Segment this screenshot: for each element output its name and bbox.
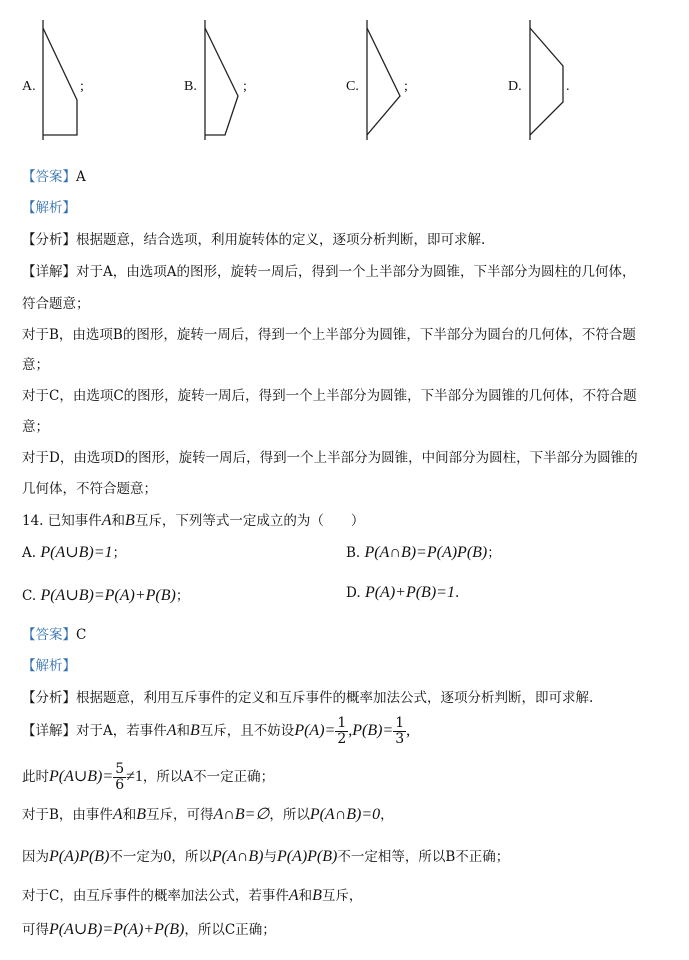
option-punct: ； (112, 545, 127, 561)
q13-detail-2b: 意； (22, 357, 49, 373)
q13-detail-2a: 对于B，由选项B的图形，旋转一周后，得到一个上半部分为圆锥，下半部分为圆台的几何体，不符合题 (22, 327, 636, 343)
detail-text: 与 (263, 849, 277, 865)
fenxi-text: 根据题意，利用互斥事件的定义和互斥事件的概率加法公式，逐项分析判断，即可求解. (76, 690, 594, 706)
figure-b-punct: ; (243, 79, 247, 94)
formula-union: P(A∪B)= (49, 768, 114, 785)
answer-value: C (76, 627, 87, 643)
stem-text-end: 互斥，下列等式一定成立的为（ ） (134, 513, 365, 529)
formula-punct: , (406, 722, 411, 739)
event-b: B (190, 722, 200, 739)
formula-pb: ,P(B)= (348, 722, 394, 739)
answer-tag: 【答案】 (22, 169, 76, 185)
fraction-third (393, 716, 406, 747)
formula-zero: 0 (163, 848, 172, 865)
q13-analysis-tag: 【解析】 (22, 200, 76, 216)
event-a: A (101, 512, 112, 529)
option-label: C. (22, 588, 37, 604)
detail-and: 和 (298, 888, 313, 904)
fraction-num: 1 (337, 715, 347, 731)
fenxi-text: 根据题意，结合选项，利用旋转体的定义，逐项分析判断，即可求解. (76, 232, 486, 248)
option-formula: P(A∩B)=P(A)P(B) (364, 544, 488, 561)
q13-answer (22, 165, 86, 185)
detail-text: 不一定相等，所以B不正确； (337, 849, 510, 865)
q14-detail-6 (22, 918, 276, 939)
detail-text: 对于B，由事件 (22, 807, 113, 823)
q14-detail-1 (22, 716, 410, 747)
detail-text: 对于C，由互斥事件的概率加法公式，若事件 (22, 888, 289, 904)
detail-text: ，所以A不一定正确； (142, 769, 275, 785)
q14-stem (22, 509, 364, 530)
figure-d-punct: . (566, 79, 570, 94)
option-label: D. (346, 585, 361, 601)
xiangjie-tag: 【详解】 (22, 723, 76, 739)
figure-b (202, 18, 247, 143)
detail-and: 和 (122, 807, 137, 823)
fraction-num: 1 (395, 715, 405, 731)
detail-text: 对于A，由选项A的图形，旋转一周后，得到一个上半部分为圆锥，下半部分为圆柱的几何体， (76, 264, 636, 280)
detail-text: 此时 (22, 769, 49, 785)
detail-text: 互斥， (321, 888, 363, 904)
q14-detail-5 (22, 884, 362, 905)
detail-punct: ， (380, 807, 394, 823)
detail-text: 对于A，若事件 (76, 723, 167, 739)
q14-detail-4 (22, 845, 509, 866)
q14-fenxi (22, 686, 593, 706)
option-formula: P(A∪B)=P(A)+P(B) (40, 587, 176, 604)
detail-text: 因为 (22, 849, 49, 865)
answer-value: A (76, 169, 86, 185)
fraction-five-sixths (113, 762, 126, 793)
q14-option-d (346, 584, 459, 602)
xiangjie-tag: 【详解】 (22, 264, 76, 280)
formula-product: P(A)P(B) (49, 848, 110, 865)
q14-detail-2 (22, 762, 274, 793)
q13-detail-3a: 对于C，由选项C的图形，旋转一周后，得到一个上半部分为圆锥，下半部分为圆锥的几何体，不符合题 (22, 388, 637, 404)
fraction-half (335, 716, 348, 747)
q14-detail-3 (22, 803, 394, 824)
formula-neq: ≠1 (126, 768, 143, 785)
option-formula: P(A)+P(B)=1 (364, 584, 455, 601)
formula-pa: P(A)= (294, 722, 336, 739)
figure-a (40, 18, 85, 143)
option-punct: ； (175, 588, 190, 604)
fraction-den: 6 (115, 777, 125, 793)
fraction-den: 3 (395, 731, 405, 747)
figure-b-label: B. (184, 79, 197, 94)
formula-intersection: P(A∩B) (211, 848, 264, 865)
formula-zero: P(A∩B)=0 (309, 806, 381, 823)
figure-c-punct: ; (404, 79, 408, 94)
detail-text: 可得 (22, 922, 49, 938)
fraction-num: 5 (115, 761, 125, 777)
q13-fenxi (22, 228, 485, 248)
formula-intersection-empty: A∩B=∅ (213, 806, 270, 823)
figure-a-punct: ; (80, 79, 84, 94)
stem-and: 和 (111, 513, 126, 529)
event-a: A (288, 887, 299, 904)
option-punct: ； (487, 545, 501, 561)
q13-detail-1a (22, 260, 636, 280)
figure-a-label: A. (22, 79, 36, 94)
event-a: A (112, 806, 123, 823)
detail-text: ，所以C正确； (184, 922, 276, 938)
q13-detail-4a: 对于D，由选项D的图形，旋转一周后，得到一个上半部分为圆锥，中间部分为圆柱，下半部分为圆锥的 (22, 450, 638, 466)
formula-addition-rule: P(A∪B)=P(A)+P(B) (49, 921, 185, 938)
fenxi-tag: 【分析】 (22, 232, 76, 248)
event-b: B (136, 806, 146, 823)
q13-detail-3b: 意； (22, 419, 49, 435)
detail-text: 不一定为 (109, 849, 164, 865)
detail-text: ，所以 (171, 849, 212, 865)
q14-option-c (22, 584, 189, 605)
option-punct: . (454, 585, 460, 601)
q14-option-a (22, 541, 126, 562)
fenxi-tag: 【分析】 (22, 690, 76, 706)
formula-product: P(A)P(B) (276, 848, 338, 865)
figure-c-label: C. (346, 79, 359, 94)
detail-text: 互斥，且不妨设 (199, 723, 295, 739)
detail-and: 和 (176, 723, 191, 739)
q14-analysis-tag: 【解析】 (22, 658, 76, 674)
figure-c (364, 18, 409, 143)
figure-d-label: D. (508, 79, 522, 94)
detail-text: 互斥，可得 (145, 807, 214, 823)
fraction-den: 2 (337, 731, 347, 747)
event-b: B (125, 512, 135, 529)
answer-tag: 【答案】 (22, 627, 76, 643)
option-formula: P(A∪B)=1 (40, 544, 113, 561)
detail-text: ，所以 (269, 807, 310, 823)
q13-detail-4b: 几何体，不符合题意； (22, 481, 157, 497)
stem-text: 14. 已知事件 (22, 513, 102, 529)
q14-answer (22, 623, 86, 643)
option-label: A. (22, 545, 37, 561)
option-label: B. (346, 545, 361, 561)
q13-detail-1b: 符合题意； (22, 296, 90, 312)
event-b: B (312, 887, 322, 904)
q14-option-b (346, 541, 501, 562)
event-a: A (166, 722, 177, 739)
